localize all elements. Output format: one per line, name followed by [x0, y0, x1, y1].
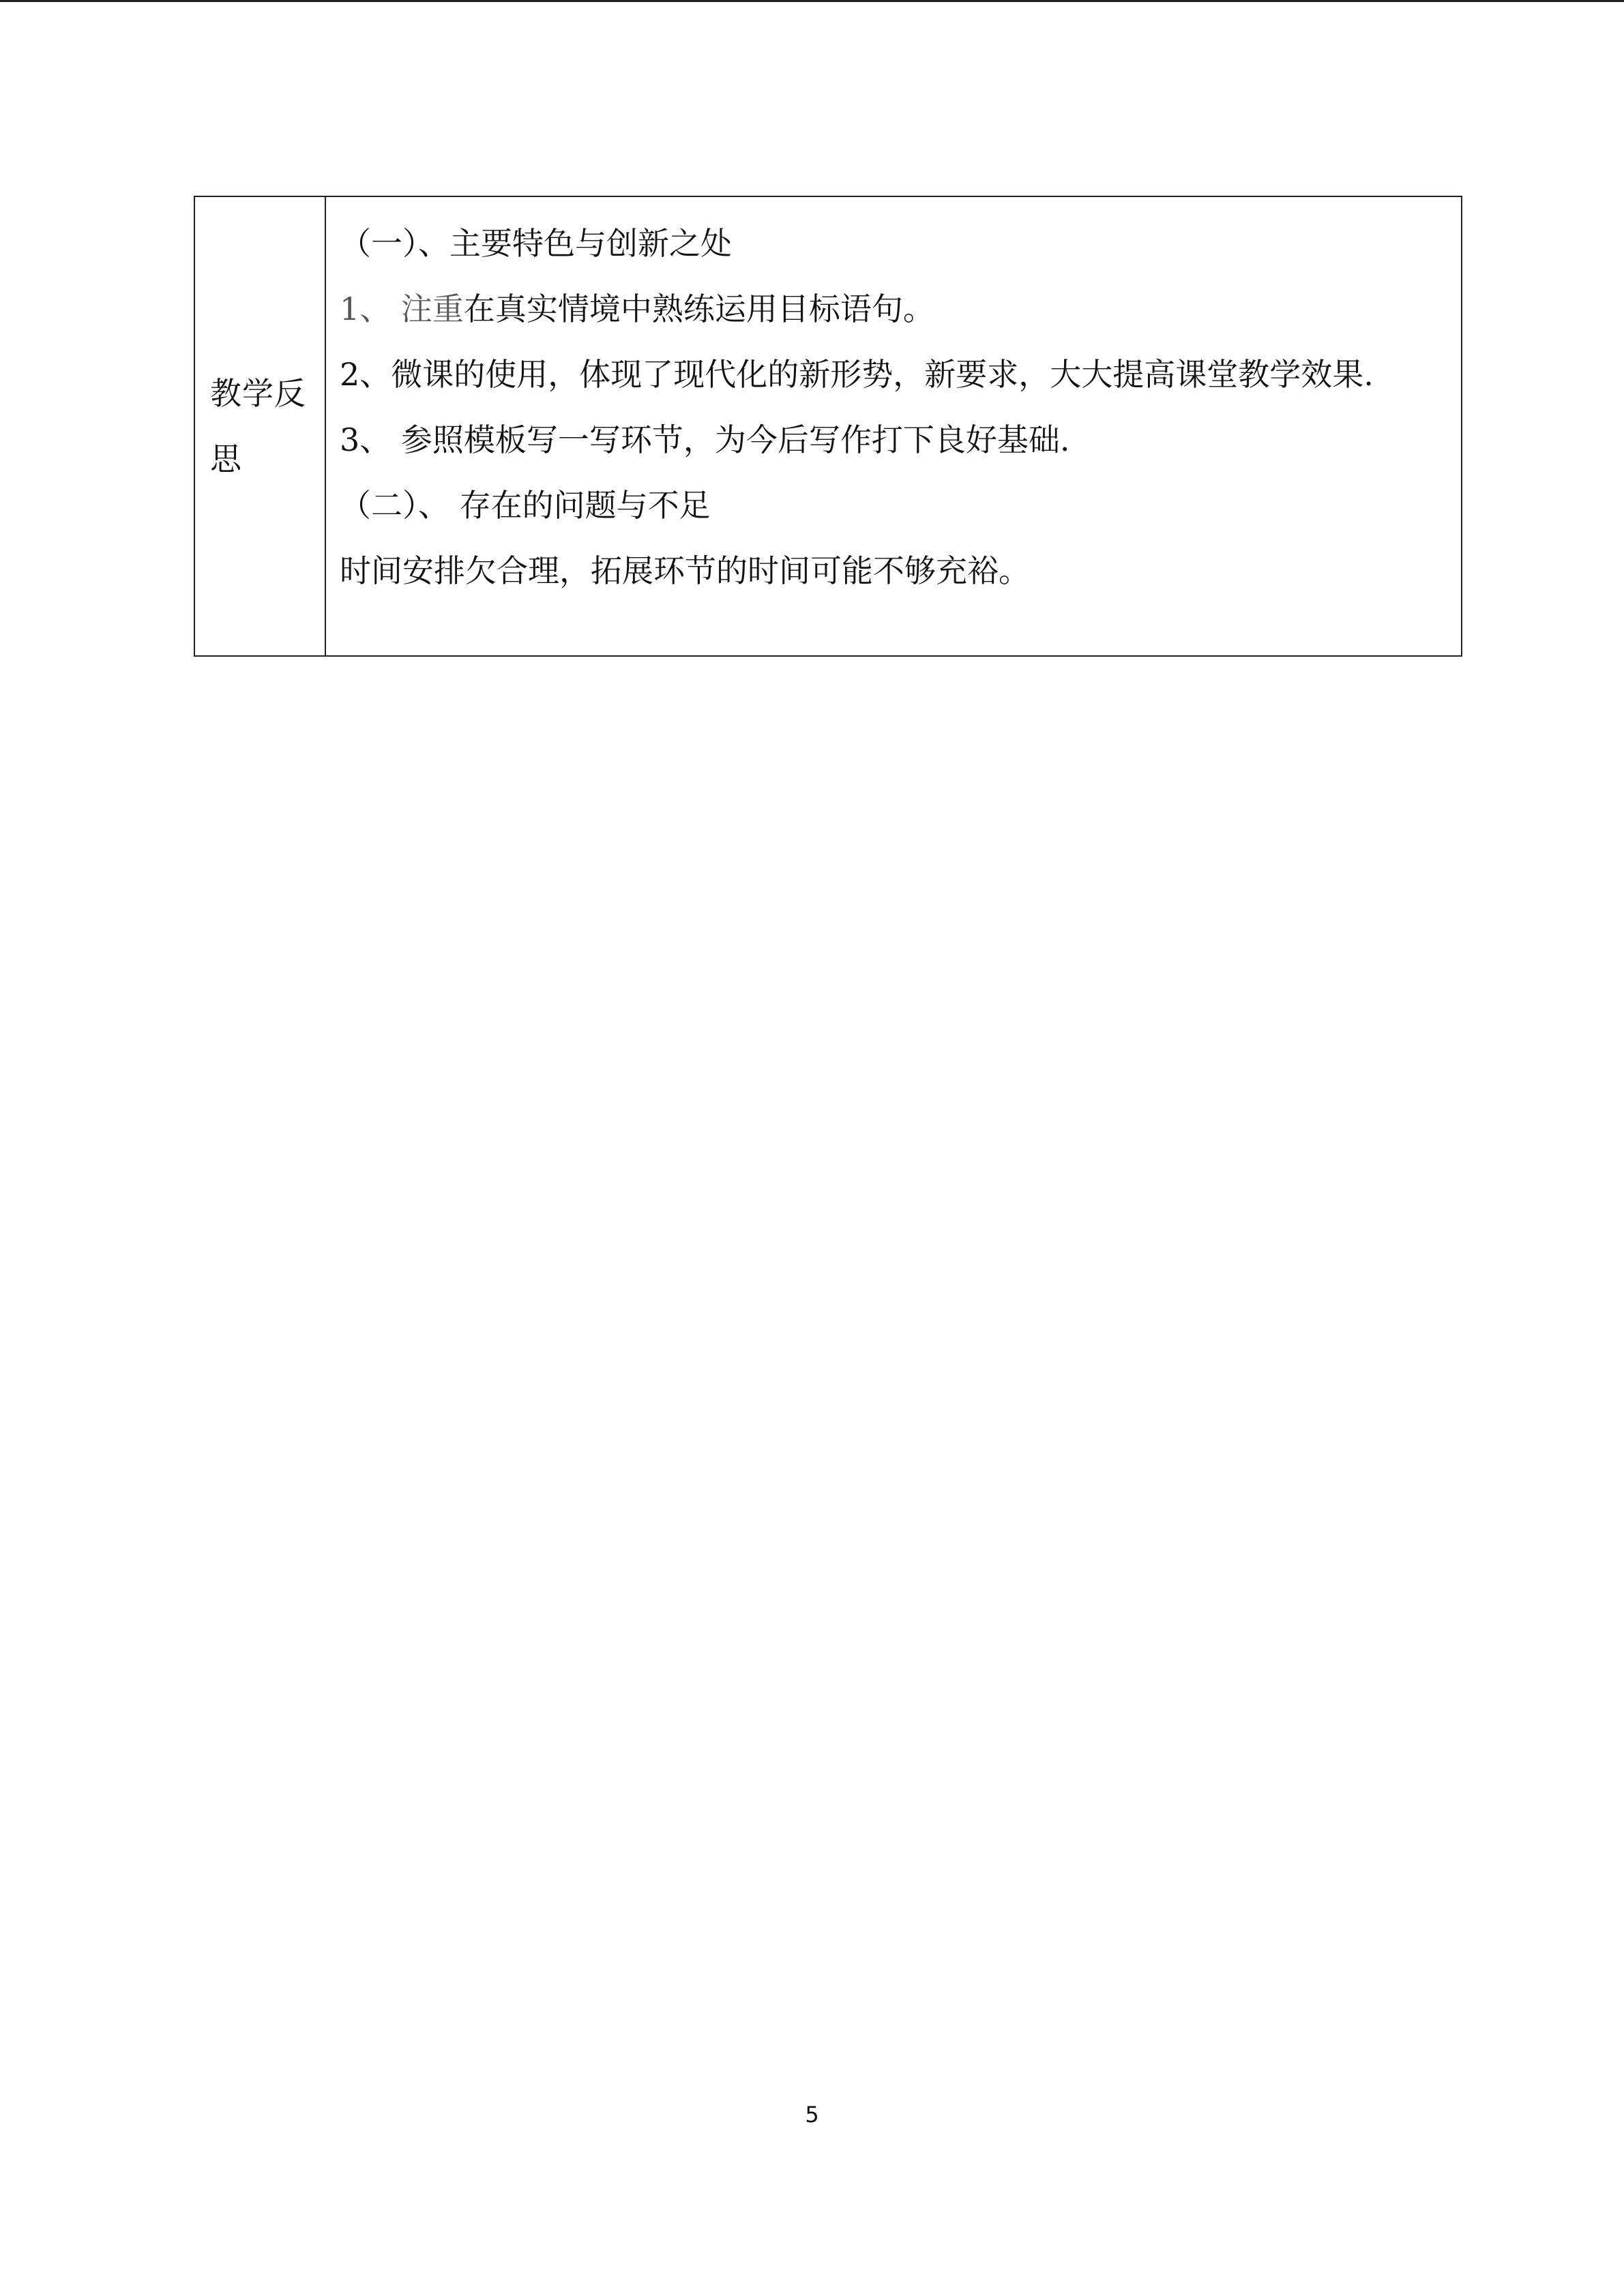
reflection-label: 教学反思	[210, 375, 306, 477]
reflection-point-1-text: 在真实情境中熟练运用目标语句。	[463, 290, 934, 327]
reflection-point-3: 3、 参照模板写一写环节，为今后写作打下良好基础.	[340, 421, 1070, 458]
section-one-heading: （一）、主要特色与创新之处	[340, 225, 732, 262]
reflection-label-cell	[194, 196, 325, 656]
reflection-content-cell	[325, 196, 1462, 656]
reflection-point-2: 2、微课的使用，体现了现代化的新形势，新要求，大大提高课堂教学效果.	[340, 356, 1374, 393]
section-two-heading: （二）、 存在的问题与不足	[340, 487, 711, 524]
teaching-reflection-table	[194, 196, 1462, 657]
top-border-line	[0, 0, 1624, 2]
table-row	[194, 196, 1462, 656]
problem-description: 时间安排欠合理，拓展环节的时间可能不够充裕。	[340, 552, 1030, 589]
reflection-point-1-prefix: 1、 注重	[340, 290, 464, 327]
reflection-point-1	[340, 276, 1447, 342]
page-number: 5	[805, 2102, 819, 2128]
